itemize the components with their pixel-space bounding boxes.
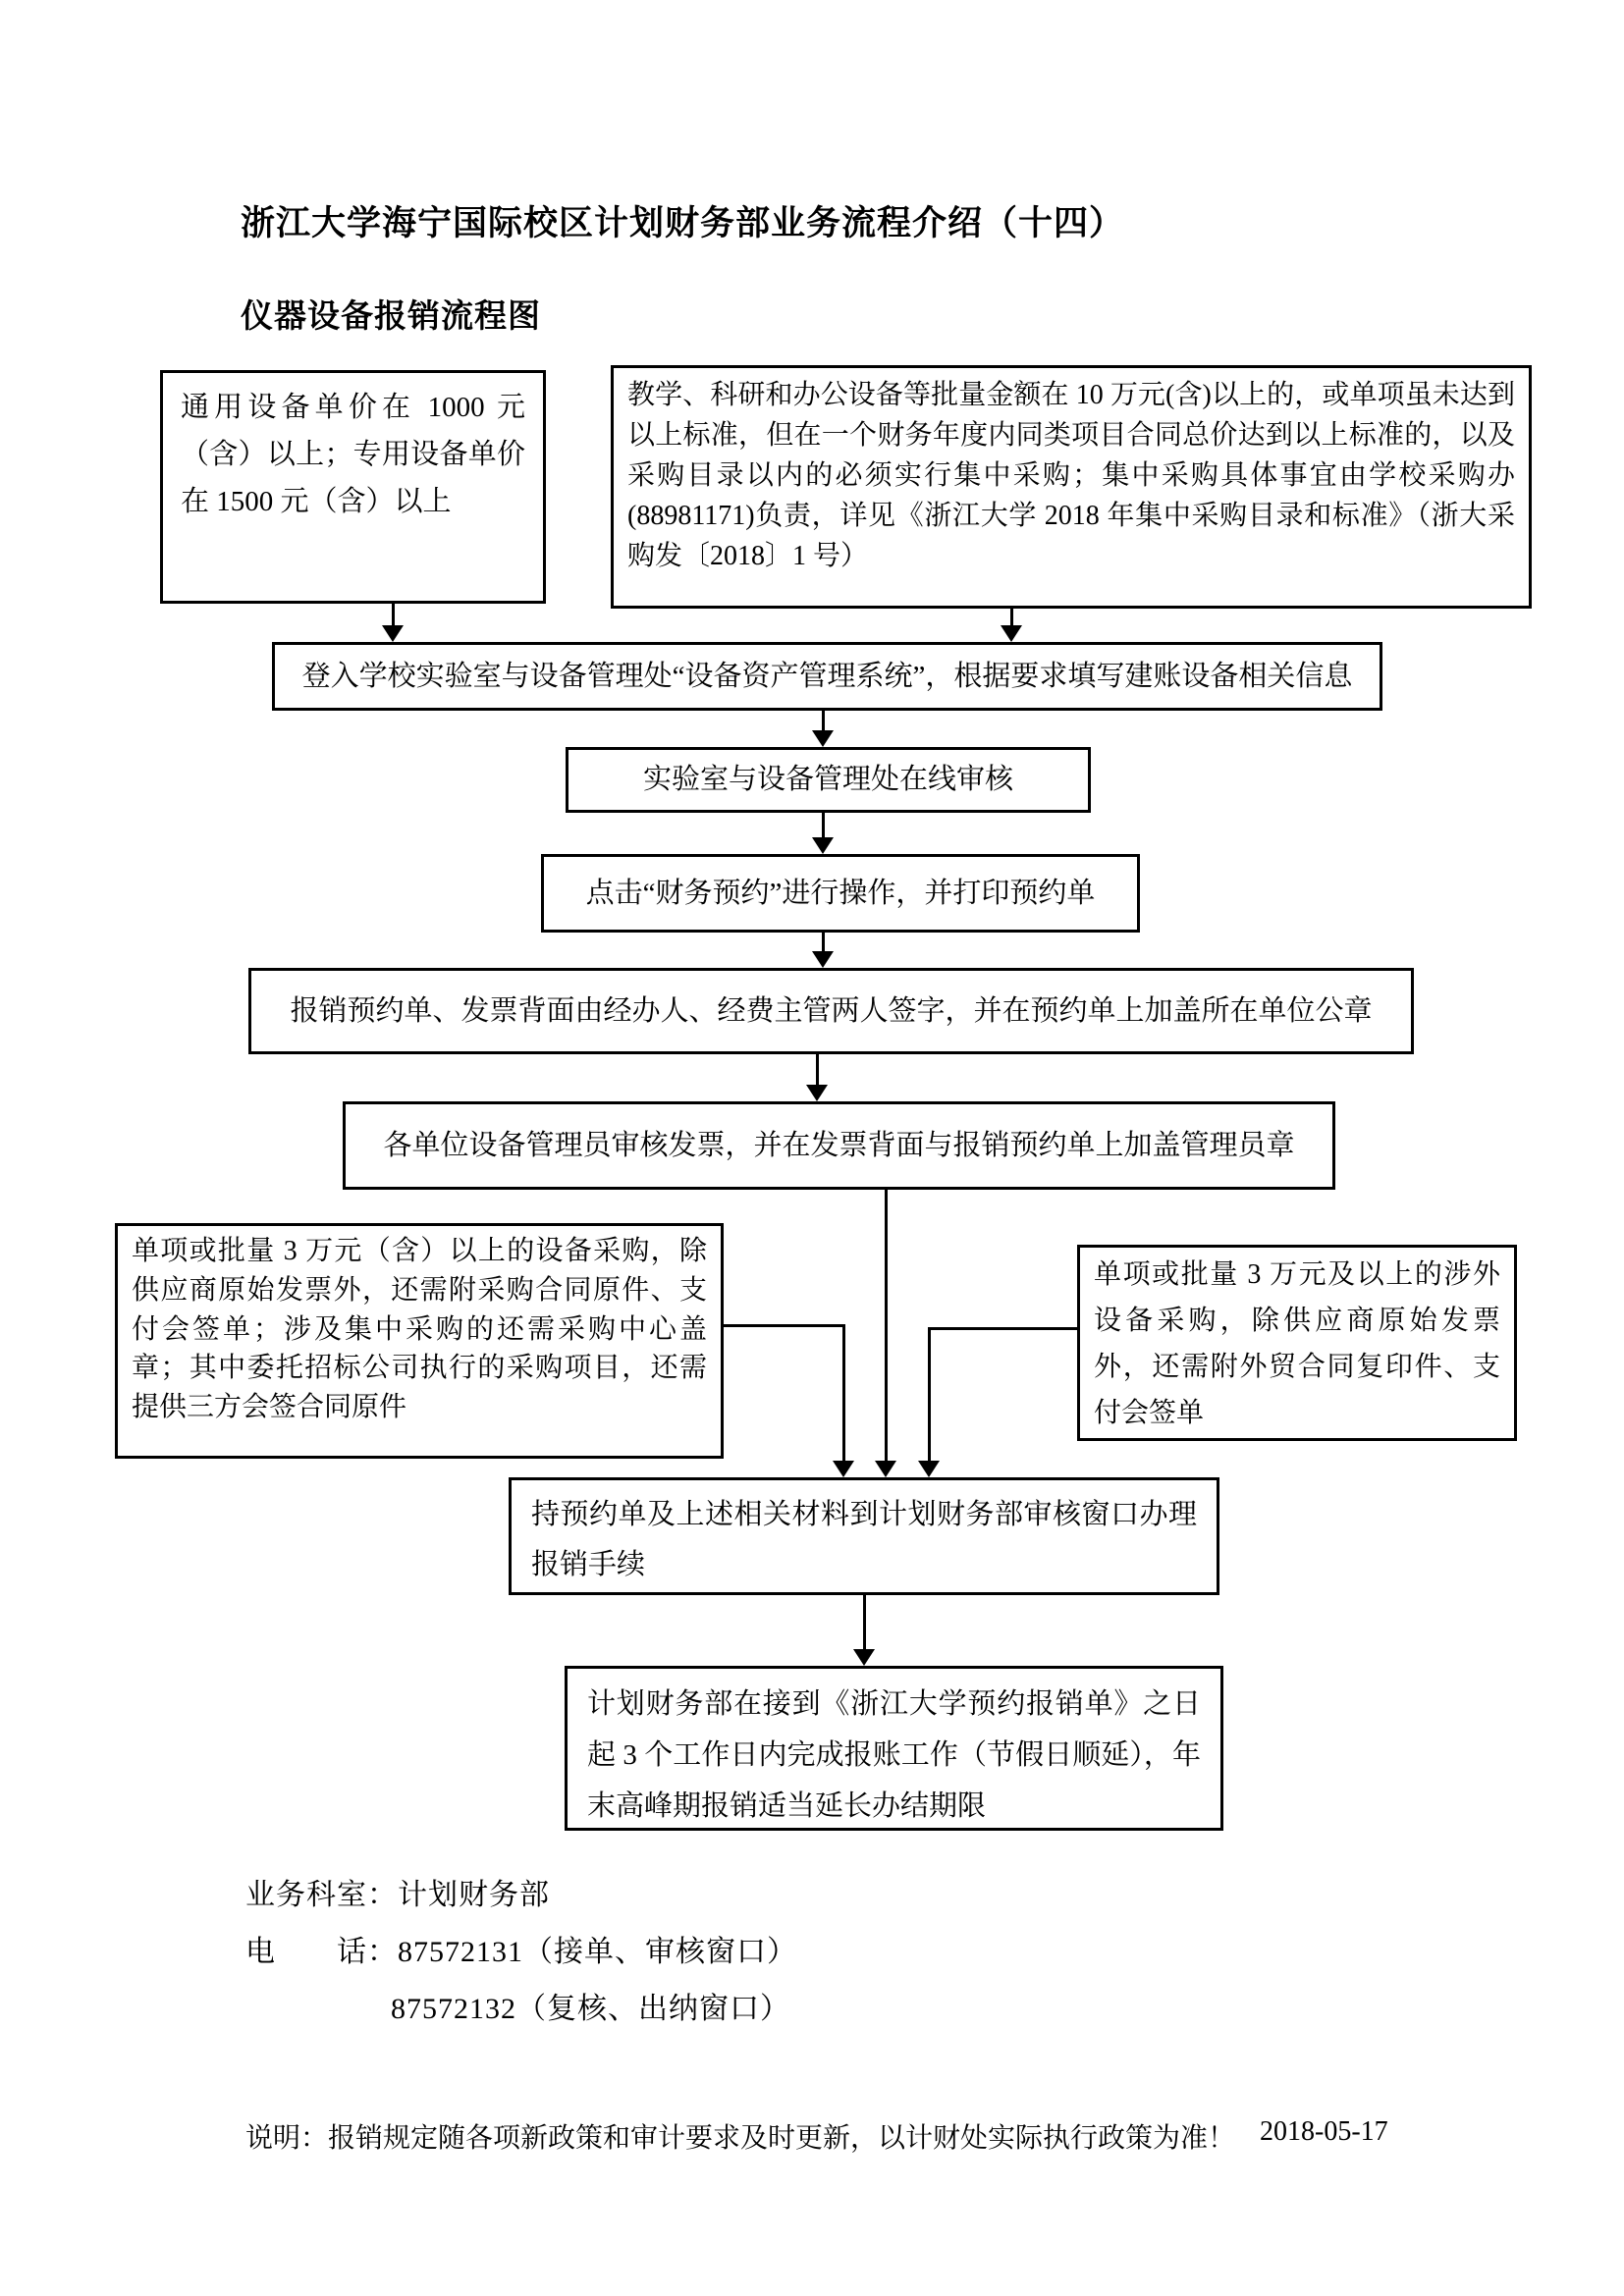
arrow-head-icon — [875, 1461, 896, 1477]
arrow-head-icon — [853, 1649, 875, 1666]
flow-node-domestic-30k-requirements: 单项或批量 3 万元（含）以上的设备采购，除供应商原始发票外，还需附采购合同原件、支付会签单；涉及集中采购的还需采购中心盖章；其中委托招标公司执行的采购项目，还需提供三方会签合同原件 — [115, 1223, 724, 1459]
connector-line — [885, 1190, 888, 1461]
flow-node-foreign-30k-requirements: 单项或批量 3 万元及以上的涉外设备采购，除供应商原始发票外，还需附外贸合同复印件、支付会签单 — [1077, 1245, 1517, 1441]
flow-node-equipment-manager-check: 各单位设备管理员审核发票，并在发票背面与报销预约单上加盖管理员章 — [343, 1101, 1335, 1190]
flow-node-general-equipment-price: 通用设备单价在 1000 元（含）以上；专用设备单价在 1500 元（含）以上 — [160, 370, 546, 604]
connector-line — [928, 1327, 931, 1461]
arrow-head-icon — [812, 837, 834, 854]
flow-node-bulk-procurement-rule: 教学、科研和办公设备等批量金额在 10 万元(含)以上的，或单项虽未达到以上标准，但在一个财务年度内同类项目合同总价达到以上标准的，以及采购目录以内的必须实行集中采购；集中采购具体事宜由学校采购办(88981171)负责，详见《浙江大学 2018 年集中采购目录和标准》（浙大采购发〔2018〕1 号） — [611, 365, 1532, 609]
arrow-shaft — [822, 711, 825, 732]
arrow-down-icon — [806, 1054, 828, 1101]
arrow-down-icon — [853, 1595, 875, 1666]
arrow-down-icon — [382, 604, 404, 642]
arrow-shaft — [822, 813, 825, 839]
arrow-down-icon — [812, 933, 834, 968]
arrow-shaft — [863, 1595, 866, 1651]
arrow-head-icon — [806, 1085, 828, 1101]
footer-office: 业务科室：计划财务部 — [245, 1879, 550, 1911]
footer-date: 2018-05-17 — [1260, 2116, 1388, 2147]
arrow-down-icon — [812, 711, 834, 747]
footer-note: 说明：报销规定随各项新政策和审计要求及时更新，以计财处实际执行政策为准！ — [245, 2123, 1236, 2154]
connector-line — [842, 1324, 845, 1461]
arrow-shaft — [816, 1054, 819, 1087]
flow-node-login-asset-system: 登入学校实验室与设备管理处“设备资产管理系统”，根据要求填写建账设备相关信息 — [272, 642, 1382, 711]
flow-node-signatures-seal: 报销预约单、发票背面由经办人、经费主管两人签字，并在预约单上加盖所在单位公章 — [248, 968, 1414, 1054]
arrow-shaft — [822, 933, 825, 953]
arrow-down-icon — [1001, 609, 1022, 642]
flow-node-online-review: 实验室与设备管理处在线审核 — [566, 747, 1091, 813]
flowchart-title: 仪器设备报销流程图 — [241, 299, 541, 335]
footer-phone-2: 87572132（复核、出纳窗口） — [391, 1993, 790, 2025]
arrow-shaft — [392, 604, 395, 627]
arrow-head-icon — [812, 951, 834, 968]
arrow-head-icon — [1001, 625, 1022, 642]
connector-line — [724, 1324, 845, 1327]
flow-node-financial-reservation: 点击“财务预约”进行操作，并打印预约单 — [541, 854, 1140, 933]
flow-node-review-window: 持预约单及上述相关材料到计划财务部审核窗口办理报销手续 — [509, 1477, 1219, 1595]
connector-line — [930, 1327, 1077, 1330]
flow-node-completion-deadline: 计划财务部在接到《浙江大学预约报销单》之日起 3 个工作日内完成报账工作（节假日顺延），年末高峰期报销适当延长办结期限 — [565, 1666, 1223, 1831]
footer-phone-1: 电 话：87572131（接单、审核窗口） — [245, 1936, 797, 1968]
arrow-head-icon — [812, 730, 834, 747]
arrow-head-icon — [918, 1461, 940, 1477]
page-title: 浙江大学海宁国际校区计划财务部业务流程介绍（十四） — [241, 204, 1125, 242]
arrow-head-icon — [382, 625, 404, 642]
arrow-head-icon — [833, 1461, 854, 1477]
arrow-down-icon — [812, 813, 834, 854]
